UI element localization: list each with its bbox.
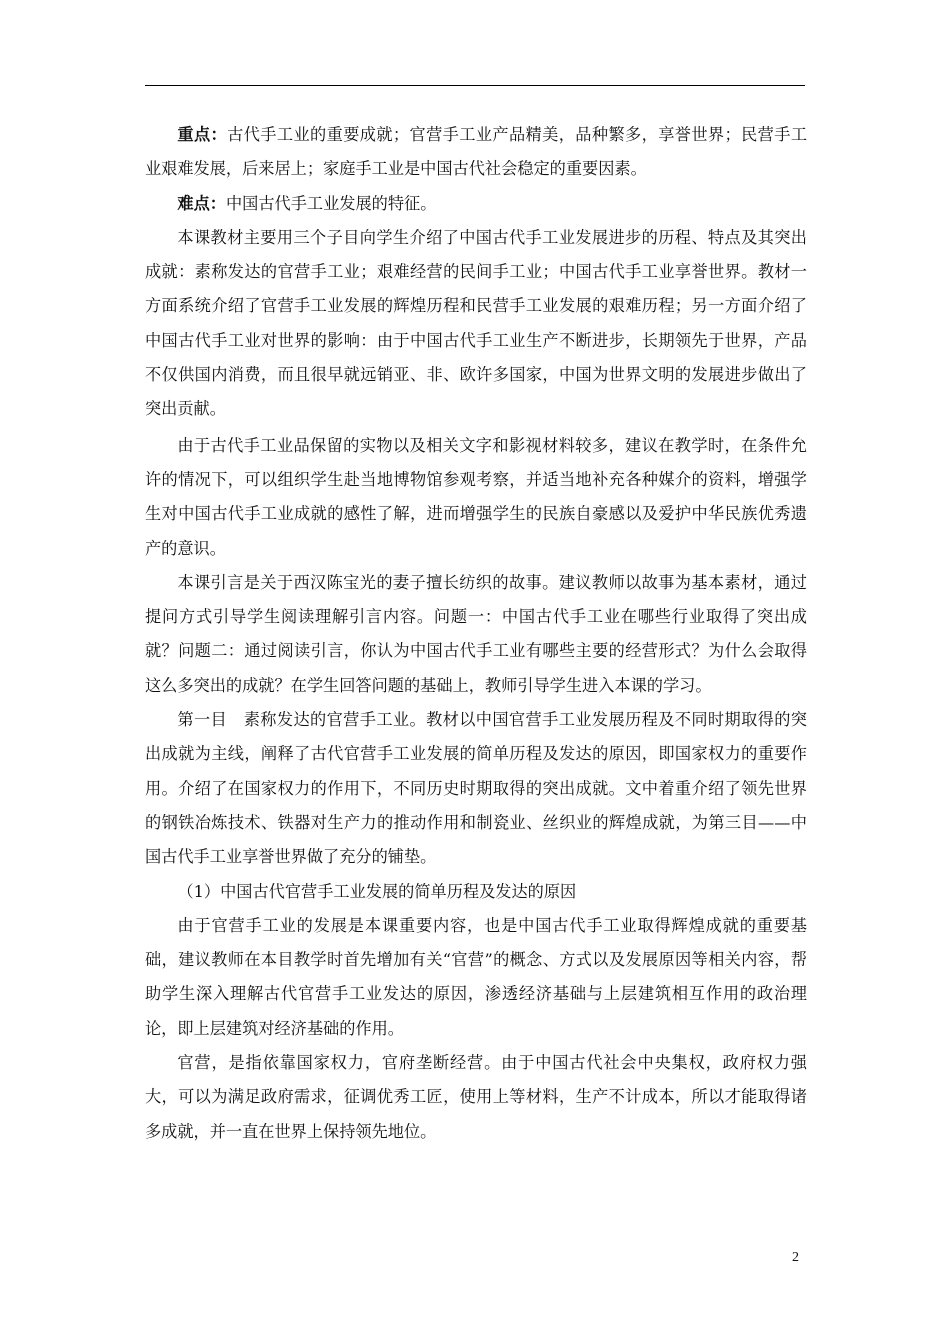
paragraph-teaching-suggestion: 由于古代手工业品保留的实物以及相关文字和影视材料较多，建议在教学时，在条件允许的情况下，可以组织学生赴当地博物馆参观考察，并适当地补充各种媒介的资料，增强学生对中国古代手工业成就的感性了解，进而增强学生的民族自豪感以及爱护中华民族优秀遗产的意识。 xyxy=(145,435,807,558)
page-number: 2 xyxy=(792,1250,799,1265)
paragraph-first-section: 第一目 素称发达的官营手工业。教材以中国官营手工业发展历程及不同时期取得的突出成就为主线，阐释了古代官营手工业发展的简单历程及发达的原因，即国家权力的重要作用。介绍了在国家权力的作用下，不同历史时期取得的突出成就。文中着重介绍了领先世界的钢铁冶炼技术、铁器对生产力的推动作用和制瓷业、丝织业的辉煌成就，为第三目——中国古代手工业享誉世界做了充分的铺垫。 xyxy=(145,710,807,867)
document-body xyxy=(145,118,807,1149)
key-points-label: 重点： xyxy=(177,125,228,144)
paragraph-difficulties xyxy=(145,187,807,221)
paragraph-official-definition: 官营，是指依靠国家权力，官府垄断经营。由于中国古代社会中央集权，政府权力强大，可以为满足政府需求，征调优秀工匠，使用上等材料，生产不计成本，所以才能取得诸多成就，并一直在世界上保持领先地位。 xyxy=(145,1053,807,1141)
paragraph-key-points xyxy=(145,118,807,187)
paragraph-introduction: 本课引言是关于西汉陈宝光的妻子擅长纺织的故事。建议教师以故事为基本素材，通过提问方式引导学生阅读理解引言内容。问题一：中国古代手工业在哪些行业取得了突出成就？问题二：通过阅读引言，你认为中国古代手工业有哪些主要的经营形式？为什么会取得这么多突出的成就？在学生回答问题的基础上，教师引导学生进入本课的学习。 xyxy=(145,572,807,695)
paragraph-official-importance: 由于官营手工业的发展是本课重要内容，也是中国古代手工业取得辉煌成就的重要基础，建议教师在本目教学时首先增加有关“官营”的概念、方式以及发展原因等相关内容，帮助学生深入理解古代官营手工业发达的原因，渗透经济基础与上层建筑相互作用的政治理论，即上层建筑对经济基础的作用。 xyxy=(145,915,807,1038)
paragraph-textbook-overview: 本课教材主要用三个子目向学生介绍了中国古代手工业发展进步的历程、特点及其突出成就：素称发达的官营手工业；艰难经营的民间手工业；中国古代手工业享誉世界。教材一方面系统介绍了官营手工业发展的辉煌历程和民营手工业发展的艰难历程；另一方面介绍了中国古代手工业对世界的影响：由于中国古代手工业生产不断进步，长期领先于世界，产品不仅供国内消费，而且很早就远销亚、非、欧许多国家，中国为世界文明的发展进步做出了突出贡献。 xyxy=(145,227,807,419)
header-rule xyxy=(145,85,805,86)
difficulties-text: 中国古代手工业发展的特征。 xyxy=(225,193,437,213)
difficulties-label: 难点： xyxy=(177,193,226,213)
key-points-text: 古代手工业的重要成就；官营手工业产品精美，品种繁多，享誉世界；民营手工业艰难发展，后来居上；家庭手工业是中国古代社会稳定的重要因素。 xyxy=(145,125,808,179)
paragraph-subheading: （1）中国古代官营手工业发展的简单历程及发达的原因 xyxy=(177,881,577,901)
